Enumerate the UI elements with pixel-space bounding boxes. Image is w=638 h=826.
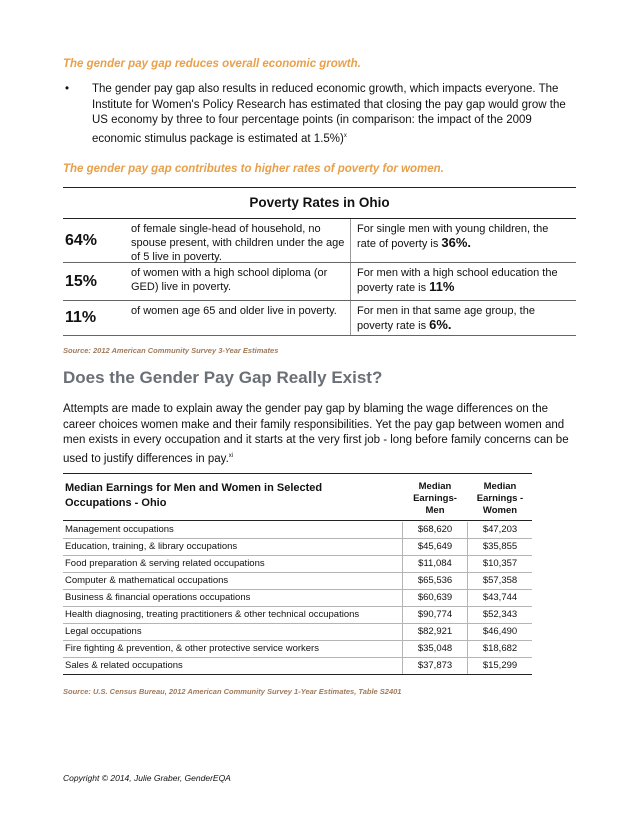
footnote-marker: xi	[228, 452, 234, 459]
men-earnings-cell: $35,048	[402, 641, 467, 657]
earnings-table-body	[63, 522, 532, 675]
poverty-male-rate: 6%.	[429, 317, 452, 332]
poverty-female-text: of women with a high school diploma (or GED) live in poverty.	[131, 267, 328, 293]
footnote-marker: x	[343, 132, 347, 139]
men-earnings-cell: $82,921	[402, 624, 467, 640]
women-earnings-cell: $35,855	[467, 539, 532, 555]
occupation-cell: Food preparation & serving related occupations	[65, 558, 265, 569]
table-row	[63, 624, 532, 641]
poverty-male-text: For single men with young children, the rate of poverty is	[357, 223, 549, 250]
occupation-cell: Legal occupations	[65, 626, 142, 637]
poverty-female-text: of women age 65 and older live in poverty.	[131, 305, 337, 317]
economic-growth-bullet	[63, 82, 573, 147]
earnings-table-header	[63, 473, 532, 521]
pay-gap-paragraph-text: Attempts are made to explain away the gender pay gap by blaming the wage differences on the career choices women make and their family responsibilities. Yet the pay gap between women and men exists in every occupation and it starts at the very first job - long before family concerns can be used to justify differences in pay.	[63, 403, 569, 465]
table-row	[63, 658, 532, 675]
earnings-source: Source: U.S. Census Bureau, 2012 American Community Survey 1-Year Estimates, Table S2401	[63, 687, 402, 696]
poverty-percent: 15%	[65, 272, 98, 290]
poverty-row	[63, 301, 576, 336]
occupation-cell: Education, training, & library occupations	[65, 541, 238, 552]
poverty-percent: 11%	[65, 309, 97, 326]
men-earnings-cell: $90,774	[402, 607, 467, 623]
poverty-male-rate: 11%	[429, 279, 455, 294]
poverty-percent: 64%	[65, 231, 98, 249]
column-header-men: Median Earnings- Men	[413, 481, 457, 516]
table-row	[63, 539, 532, 556]
poverty-row	[63, 219, 576, 263]
men-earnings-cell: $45,649	[402, 539, 467, 555]
earnings-table-title: Median Earnings for Men and Women in Selected Occupations - Ohio	[65, 482, 323, 509]
occupation-cell: Fire fighting & prevention, & other protective service workers	[65, 643, 319, 654]
occupation-cell: Business & financial operations occupations	[65, 592, 251, 603]
poverty-male-text: For men with a high school education the poverty rate is	[357, 267, 558, 294]
women-earnings-cell: $15,299	[467, 658, 532, 674]
poverty-male-text: For men in that same age group, the poverty rate is	[357, 305, 535, 332]
women-earnings-cell: $18,682	[467, 641, 532, 657]
pay-gap-paragraph	[63, 402, 576, 467]
women-earnings-cell: $46,490	[467, 624, 532, 640]
poverty-table-title: Poverty Rates in Ohio	[63, 187, 576, 219]
men-earnings-cell: $60,639	[402, 590, 467, 606]
men-earnings-cell: $68,620	[402, 522, 467, 538]
bullet-body: The gender pay gap also results in reduced economic growth, which impacts everyone. The Institute for Women's Policy Research has estimated that closing the pay gap would grow the US economy by three to four percentage points (in comparison: the impact of the 2009 economic stimulus package is estimated at 1.5%)	[92, 83, 566, 145]
economic-growth-heading: The gender pay gap reduces overall economic growth.	[63, 58, 361, 70]
women-earnings-cell: $57,358	[467, 573, 532, 589]
occupation-cell: Management occupations	[65, 524, 174, 535]
men-earnings-cell: $37,873	[402, 658, 467, 674]
copyright-footer: Copyright © 2014, Julie Graber, GenderEQA	[63, 773, 231, 783]
bullet-dot: •	[65, 83, 70, 95]
men-earnings-cell: $65,536	[402, 573, 467, 589]
poverty-row	[63, 263, 576, 301]
women-earnings-cell: $10,357	[467, 556, 532, 572]
bullet-text	[92, 82, 573, 147]
women-earnings-cell: $43,744	[467, 590, 532, 606]
occupation-cell: Health diagnosing, treating practitioners & other technical occupations	[65, 609, 360, 620]
poverty-heading: The gender pay gap contributes to higher rates of poverty for women.	[63, 163, 444, 175]
poverty-male-cell	[350, 219, 576, 262]
table-row	[63, 607, 532, 624]
poverty-female-text: of female single-head of household, no spouse present, with children under the age of 5 live in poverty.	[131, 223, 345, 263]
occupation-cell: Computer & mathematical occupations	[65, 575, 229, 586]
poverty-male-rate: 36%.	[441, 235, 472, 250]
poverty-male-cell	[350, 263, 576, 300]
table-row	[63, 522, 532, 539]
poverty-source: Source: 2012 American Community Survey 3-Year Estimates	[63, 346, 279, 355]
table-row	[63, 573, 532, 590]
table-row	[63, 556, 532, 573]
women-earnings-cell: $47,203	[467, 522, 532, 538]
table-row	[63, 590, 532, 607]
pay-gap-exist-heading: Does the Gender Pay Gap Really Exist?	[63, 368, 383, 387]
men-earnings-cell: $11,084	[402, 556, 467, 572]
women-earnings-cell: $52,343	[467, 607, 532, 623]
column-header-women: Median Earnings - Women	[476, 481, 524, 516]
poverty-rates-table	[63, 187, 576, 336]
table-row	[63, 641, 532, 658]
poverty-male-cell	[350, 301, 576, 335]
occupation-cell: Sales & related occupations	[65, 660, 183, 671]
